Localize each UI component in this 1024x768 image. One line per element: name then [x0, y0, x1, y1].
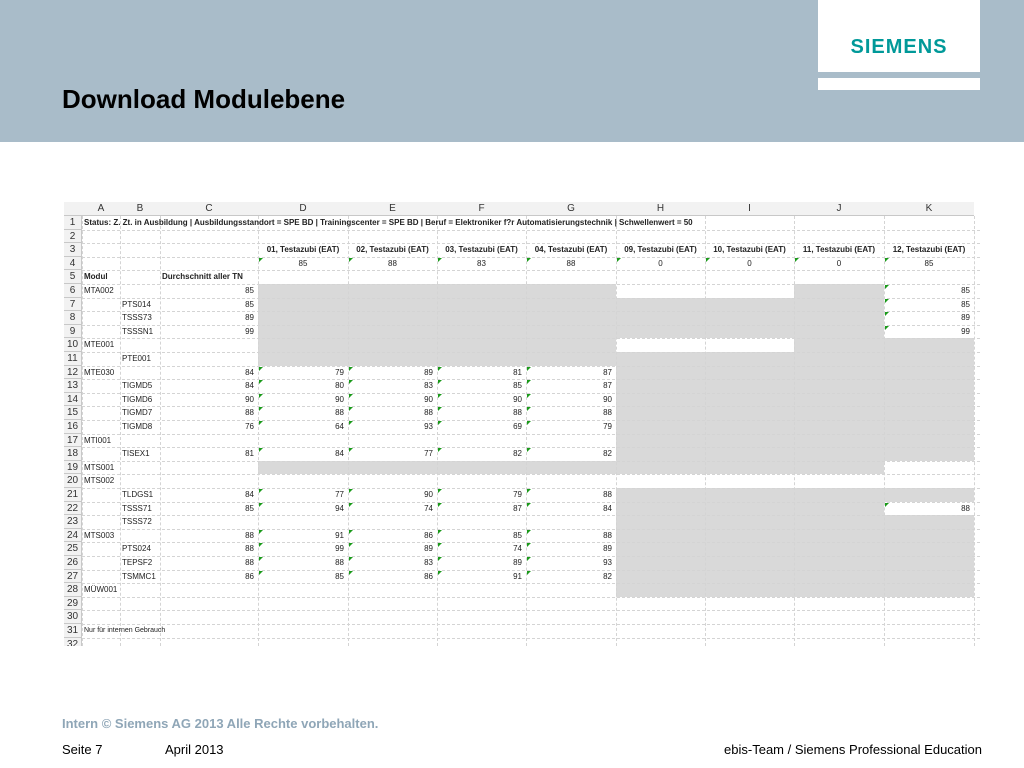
trainee-total: 83 [477, 258, 486, 268]
row-number: 31 [64, 624, 82, 638]
green-triangle-marker [259, 530, 263, 534]
green-triangle-marker [349, 448, 353, 452]
trainee-total: 88 [566, 258, 576, 268]
row-gridline [82, 597, 980, 598]
score-value: 89 [424, 367, 433, 377]
row-number: 17 [64, 434, 82, 448]
score-value: 93 [424, 422, 433, 431]
green-triangle-marker [438, 571, 442, 575]
column-header-g: G [526, 202, 616, 216]
score-value: 99 [335, 544, 344, 554]
average-value: 88 [245, 408, 254, 418]
trainee-total: 85 [298, 258, 308, 268]
score-value: 82 [603, 571, 612, 581]
module-code: MTS002 [84, 476, 115, 486]
green-triangle-marker [527, 557, 531, 561]
score-value: 80 [335, 381, 344, 391]
trainee-total: 85 [924, 258, 934, 268]
row-number: 3 [64, 243, 82, 257]
score-value: 88 [513, 408, 522, 418]
row-number: 1 [64, 216, 82, 230]
green-triangle-marker [885, 299, 889, 303]
score-value: 64 [335, 422, 344, 431]
green-triangle-marker [885, 258, 889, 262]
score-value: 90 [424, 490, 433, 499]
score-value: 81 [513, 367, 522, 377]
green-triangle-marker [349, 367, 353, 371]
spreadsheet [64, 202, 980, 646]
green-triangle-marker [527, 258, 531, 262]
score-value: 89 [424, 544, 433, 554]
score-value: 88 [961, 503, 970, 513]
column-header-d: D [258, 202, 348, 216]
row-number: 32 [64, 638, 82, 646]
row-number: 25 [64, 542, 82, 556]
green-triangle-marker [438, 557, 442, 561]
score-value: 99 [961, 326, 970, 336]
average-value: 88 [245, 544, 254, 554]
row-number: 11 [64, 352, 82, 366]
footer-organization: ebis-Team / Siemens Professional Education [724, 742, 982, 757]
green-triangle-marker [349, 489, 353, 493]
row-number: 26 [64, 556, 82, 570]
row-number: 15 [64, 406, 82, 420]
row-number: 22 [64, 502, 82, 516]
trainee-total: 88 [388, 258, 397, 268]
row-number: 30 [64, 610, 82, 624]
score-value: 90 [424, 394, 433, 404]
trainee-total: 0 [658, 258, 663, 268]
score-value: 91 [335, 530, 344, 540]
green-triangle-marker [259, 557, 263, 561]
score-value: 89 [513, 558, 522, 567]
row-gridline [82, 610, 980, 611]
green-triangle-marker [349, 407, 353, 411]
column-gridline [884, 216, 885, 646]
row-number: 21 [64, 488, 82, 502]
average-value: 85 [245, 299, 254, 309]
average-value: 85 [245, 503, 254, 513]
green-triangle-marker [438, 448, 442, 452]
score-value: 88 [335, 558, 344, 567]
trainee-header: 03, Testazubi (EAT) [445, 245, 518, 255]
green-triangle-marker [259, 367, 263, 371]
score-value: 85 [513, 381, 522, 391]
score-value: 90 [603, 394, 612, 404]
average-value: 88 [245, 530, 254, 540]
green-triangle-marker [349, 421, 353, 425]
average-value: 90 [245, 394, 254, 404]
green-triangle-marker [795, 258, 799, 262]
trainee-header: 12, Testazubi (EAT) [892, 245, 966, 255]
average-value: 84 [245, 490, 254, 499]
row-gridline [82, 230, 980, 231]
row-number: 28 [64, 583, 82, 597]
green-triangle-marker [885, 312, 889, 316]
column-gridline [616, 216, 617, 646]
green-triangle-marker [349, 543, 353, 547]
green-triangle-marker [438, 394, 442, 398]
row-gridline [82, 338, 980, 339]
row-number: 5 [64, 270, 82, 284]
green-triangle-marker [438, 543, 442, 547]
submodule-code: TSSS73 [122, 313, 152, 323]
trainee-header: 10, Testazubi (EAT) [713, 245, 786, 255]
green-triangle-marker [527, 394, 531, 398]
score-value: 87 [513, 503, 522, 513]
submodule-code: TISEX1 [122, 449, 150, 459]
grey-cell-block [616, 502, 884, 516]
module-code: MTA002 [84, 286, 114, 295]
score-value: 84 [335, 449, 344, 459]
module-code: MTE001 [84, 340, 115, 350]
submodule-code: TEPSF2 [122, 558, 153, 567]
score-value: 82 [513, 449, 522, 459]
green-triangle-marker [438, 503, 442, 507]
submodule-code: TLDGS1 [122, 490, 154, 499]
row-number: 2 [64, 230, 82, 244]
average-label: Durchschnitt aller TN [162, 272, 243, 282]
trainee-header: 11, Testazubi (EAT) [802, 245, 876, 255]
footer-page-number: Seite 7 [62, 742, 103, 757]
module-code: MTE030 [84, 367, 115, 377]
green-triangle-marker [527, 421, 531, 425]
green-triangle-marker [438, 407, 442, 411]
green-triangle-marker [259, 421, 263, 425]
row-number: 6 [64, 284, 82, 298]
column-gridline [794, 216, 795, 646]
row-number: 4 [64, 257, 82, 271]
submodule-code: PTS014 [122, 299, 151, 309]
green-triangle-marker [527, 448, 531, 452]
column-gridline [974, 216, 975, 646]
score-value: 90 [513, 394, 522, 404]
slide-title: Download Modulebene [62, 84, 346, 114]
trainee-total: 0 [747, 258, 752, 268]
green-triangle-marker [527, 543, 531, 547]
score-value: 79 [513, 490, 522, 499]
score-value: 82 [603, 449, 612, 459]
module-code: MTI001 [84, 435, 112, 445]
score-value: 85 [961, 299, 970, 309]
green-triangle-marker [527, 503, 531, 507]
trainee-header: 09, Testazubi (EAT) [624, 245, 697, 255]
score-value: 90 [335, 394, 344, 404]
green-triangle-marker [349, 557, 353, 561]
score-value: 85 [961, 286, 970, 295]
green-triangle-marker [259, 489, 263, 493]
score-value: 86 [424, 571, 433, 581]
score-value: 89 [961, 313, 970, 323]
score-value: 85 [513, 530, 522, 540]
submodule-code: TSMMC1 [122, 571, 156, 581]
trainee-header: 02, Testazubi (EAT) [356, 245, 429, 255]
row-number: 14 [64, 393, 82, 407]
score-value: 88 [603, 490, 612, 499]
green-triangle-marker [438, 489, 442, 493]
grey-cell-block [616, 488, 974, 502]
average-value: 86 [245, 571, 254, 581]
submodule-code: PTE001 [122, 354, 151, 363]
row-gridline [82, 352, 980, 353]
green-triangle-marker [259, 543, 263, 547]
footer-date: April 2013 [165, 742, 224, 757]
green-triangle-marker [438, 380, 442, 384]
submodule-code: TIGMD8 [122, 422, 153, 431]
sheet-footnote: Nur für internen Gebrauch [84, 627, 166, 634]
module-code: MTS003 [84, 530, 115, 540]
score-value: 87 [603, 381, 612, 391]
module-code: MTS001 [84, 462, 115, 472]
score-value: 79 [335, 367, 344, 377]
column-header-b: B [120, 202, 160, 216]
row-gridline [82, 461, 980, 462]
footer-copyright: Intern © Siemens AG 2013 Alle Rechte vorbehalten. [62, 716, 379, 731]
average-value: 88 [245, 558, 254, 567]
grey-cell-block [258, 461, 884, 475]
green-triangle-marker [527, 407, 531, 411]
score-value: 77 [424, 449, 433, 459]
row-number: 29 [64, 597, 82, 611]
submodule-code: TIGMD6 [122, 394, 153, 404]
score-value: 87 [603, 367, 612, 377]
submodule-code: TSSS71 [122, 503, 152, 513]
green-triangle-marker [259, 380, 263, 384]
green-triangle-marker [438, 258, 442, 262]
row-number: 7 [64, 298, 82, 312]
average-value: 76 [245, 422, 254, 431]
row-gridline [82, 583, 980, 584]
trainee-header: 04, Testazubi (EAT) [534, 245, 608, 255]
green-triangle-marker [527, 489, 531, 493]
column-header-j: J [794, 202, 884, 216]
score-value: 83 [424, 558, 433, 567]
modul-label: Modul [84, 272, 108, 282]
green-triangle-marker [349, 571, 353, 575]
green-triangle-marker [259, 571, 263, 575]
logo-strip [818, 78, 980, 90]
column-header-h: H [616, 202, 705, 216]
score-value: 86 [424, 530, 433, 540]
green-triangle-marker [438, 530, 442, 534]
green-triangle-marker [527, 571, 531, 575]
row-number: 23 [64, 515, 82, 529]
submodule-code: TSSS72 [122, 517, 152, 527]
score-value: 91 [513, 571, 522, 581]
submodule-code: TSSSN1 [122, 326, 154, 336]
column-gridline [705, 216, 706, 646]
row-number: 18 [64, 447, 82, 461]
average-value: 99 [245, 326, 254, 336]
score-value: 84 [603, 503, 612, 513]
module-code: MÜW001 [84, 585, 118, 595]
green-triangle-marker [527, 530, 531, 534]
trainee-header: 01, Testazubi (EAT) [266, 245, 340, 255]
score-value: 88 [335, 408, 344, 418]
green-triangle-marker [259, 258, 263, 262]
row-number: 20 [64, 474, 82, 488]
column-header-a: A [82, 202, 120, 216]
row-number: 13 [64, 379, 82, 393]
row-gridline [82, 638, 980, 639]
score-value: 88 [424, 408, 433, 418]
score-value: 85 [335, 571, 344, 581]
green-triangle-marker [617, 258, 621, 262]
row-number: 12 [64, 366, 82, 380]
average-value: 84 [245, 381, 254, 391]
siemens-logo: SIEMENS [850, 36, 948, 58]
average-value: 84 [245, 367, 254, 377]
submodule-code: PTS024 [122, 544, 151, 554]
row-number: 24 [64, 529, 82, 543]
score-value: 93 [603, 558, 612, 567]
column-header-i: I [705, 202, 794, 216]
green-triangle-marker [527, 367, 531, 371]
row-gridline [82, 474, 980, 475]
corner-cell [64, 202, 82, 216]
green-triangle-marker [349, 530, 353, 534]
average-value: 85 [245, 286, 254, 295]
row-number: 10 [64, 338, 82, 352]
green-triangle-marker [259, 448, 263, 452]
green-triangle-marker [885, 503, 889, 507]
column-header-k: K [884, 202, 974, 216]
score-value: 88 [603, 408, 612, 418]
average-value: 89 [245, 313, 254, 323]
trainee-total: 0 [836, 258, 842, 268]
green-triangle-marker [349, 380, 353, 384]
score-value: 77 [335, 490, 344, 499]
green-triangle-marker [259, 407, 263, 411]
green-triangle-marker [259, 503, 263, 507]
green-triangle-marker [438, 421, 442, 425]
column-header-e: E [348, 202, 437, 216]
average-value: 81 [245, 449, 254, 459]
row-gridline [82, 434, 980, 435]
green-triangle-marker [349, 394, 353, 398]
row-number: 16 [64, 420, 82, 434]
score-value: 74 [513, 544, 522, 554]
green-triangle-marker [885, 326, 889, 330]
score-value: 69 [513, 422, 522, 431]
green-triangle-marker [349, 258, 353, 262]
row-number: 27 [64, 570, 82, 584]
green-triangle-marker [438, 367, 442, 371]
green-triangle-marker [885, 285, 889, 289]
green-triangle-marker [349, 503, 353, 507]
status-line: Status: Z. Zt. in Ausbildung | Ausbildungsstandort = SPE BD | Trainingscenter = SPE BD | Beruf = Elektroniker f?r Automatisierungstechnik | Schwellenwert = 50 [84, 218, 693, 227]
score-value: 94 [335, 503, 344, 513]
score-value: 89 [603, 544, 612, 554]
score-value: 83 [424, 381, 433, 391]
submodule-code: TIGMD7 [122, 408, 153, 418]
green-triangle-marker [706, 258, 710, 262]
logo-box [818, 0, 980, 72]
column-header-f: F [437, 202, 526, 216]
submodule-code: TIGMD5 [122, 381, 153, 391]
column-header-c: C [160, 202, 258, 216]
row-number: 8 [64, 311, 82, 325]
row-gridline [82, 515, 980, 516]
score-value: 74 [424, 503, 433, 513]
row-number: 9 [64, 325, 82, 339]
score-value: 79 [603, 422, 612, 431]
score-value: 88 [603, 530, 612, 540]
green-triangle-marker [259, 394, 263, 398]
green-triangle-marker [527, 380, 531, 384]
row-number: 19 [64, 461, 82, 475]
